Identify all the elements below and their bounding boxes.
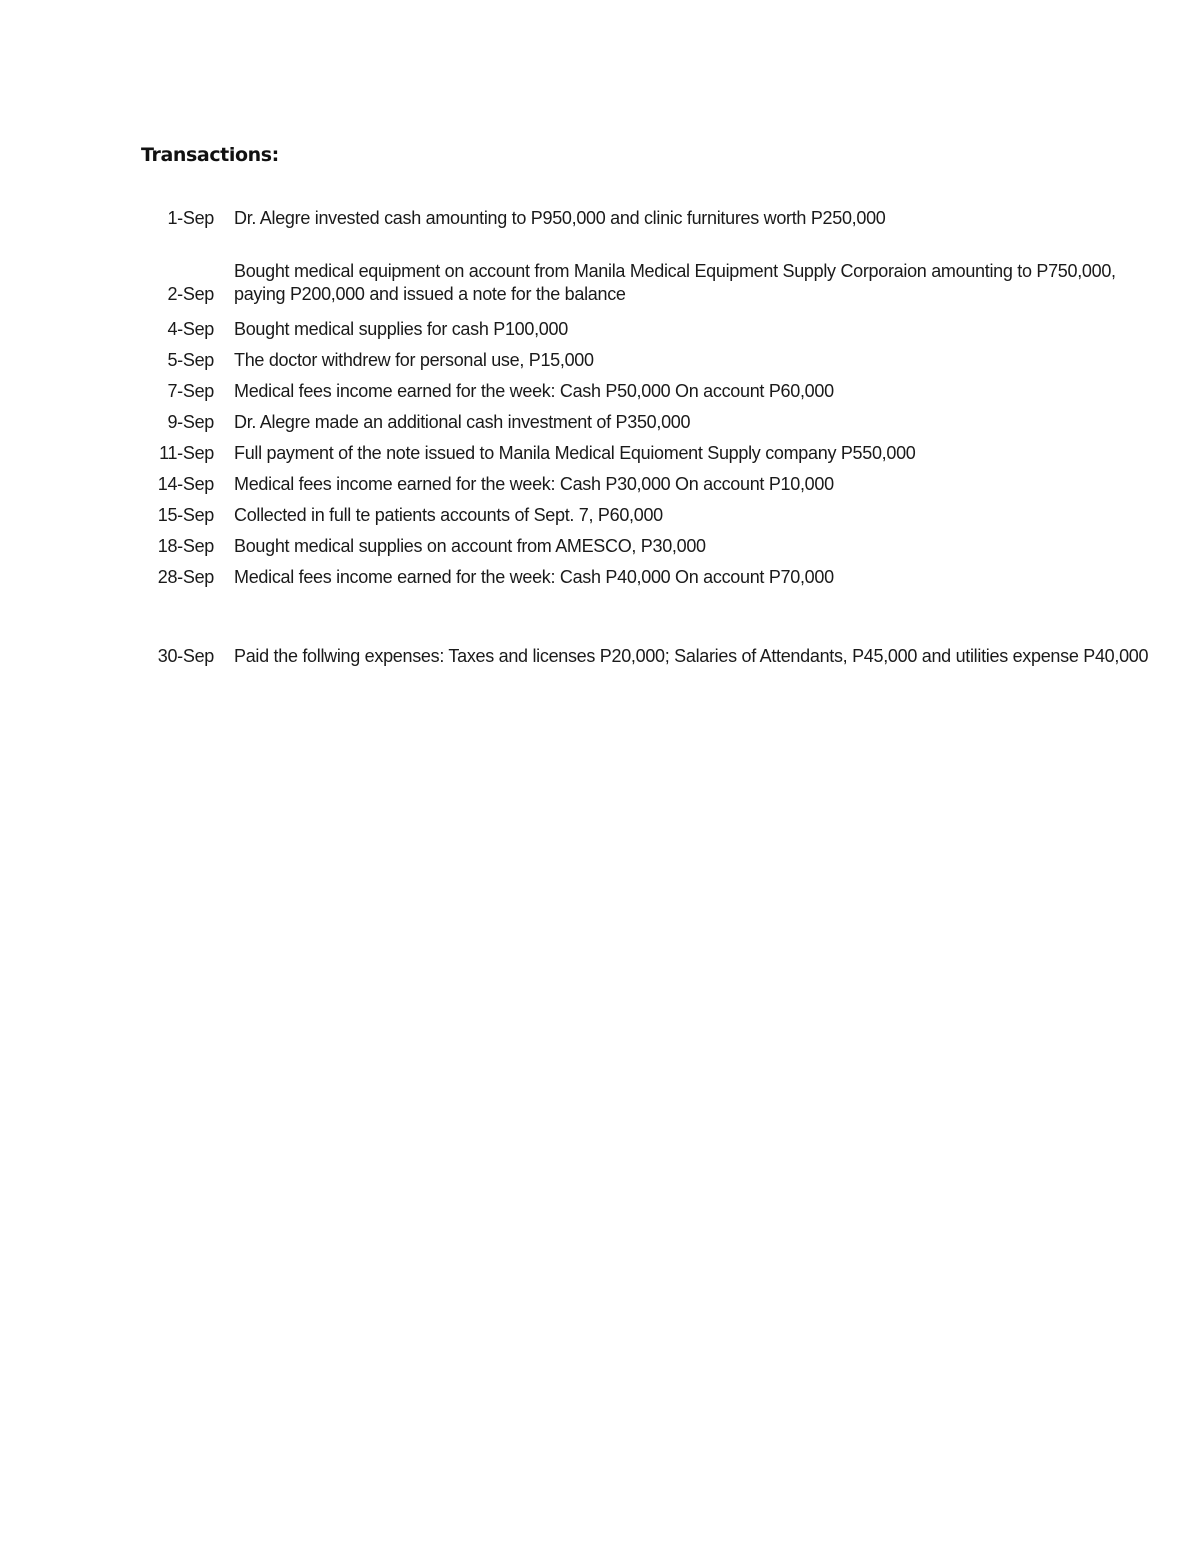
table-row [141, 346, 1151, 377]
transaction-date: 11-Sep [159, 443, 214, 463]
table-row [141, 563, 1151, 594]
transaction-date: 14-Sep [157, 474, 214, 494]
table-row [141, 203, 1151, 232]
transaction-date: 18-Sep [157, 536, 214, 556]
table-row [141, 594, 1151, 677]
transaction-description: Dr. Alegre invested cash amounting to P950,000 and clinic furnitures worth P250,000 [234, 208, 886, 228]
transaction-date: 30-Sep [157, 646, 214, 666]
table-row [141, 408, 1151, 439]
transaction-date: 28-Sep [157, 567, 214, 587]
transaction-description: Collected in full te patients accounts of Sept. 7, P60,000 [234, 505, 663, 525]
transaction-description: Dr. Alegre made an additional cash investment of P350,000 [234, 412, 691, 432]
table-row [141, 439, 1151, 470]
transaction-date: 15-Sep [157, 505, 214, 525]
transaction-date: 9-Sep [167, 412, 214, 432]
table-row [141, 470, 1151, 501]
transaction-description: Bought medical supplies on account from AMESCO, P30,000 [234, 536, 706, 556]
page-title: Transactions: [141, 144, 279, 166]
transaction-date: 7-Sep [167, 381, 214, 401]
transaction-description: The doctor withdrew for personal use, P15,000 [234, 350, 594, 370]
table-row [141, 232, 1151, 315]
transaction-description: Medical fees income earned for the week: Cash P40,000 On account P70,000 [234, 567, 834, 587]
transaction-date: 4-Sep [167, 319, 214, 339]
transaction-description: Bought medical supplies for cash P100,000 [234, 319, 568, 339]
transaction-date: 1-Sep [167, 208, 214, 228]
table-row [141, 501, 1151, 532]
transactions-table [141, 203, 1151, 677]
transaction-date: 2-Sep [167, 284, 214, 304]
table-row [141, 377, 1151, 408]
table-row [141, 532, 1151, 563]
transaction-description: Medical fees income earned for the week: Cash P50,000 On account P60,000 [234, 381, 834, 401]
transaction-date: 5-Sep [167, 350, 214, 370]
transaction-description: Full payment of the note issued to Manila Medical Equioment Supply company P550,000 [234, 443, 916, 463]
transaction-description: Bought medical equipment on account from Manila Medical Equipment Supply Corporaion amounting to P750,000, paying P200,000 and issued a note for the balance [234, 261, 1116, 304]
table-row [141, 315, 1151, 346]
transaction-description: Paid the follwing expenses: Taxes and licenses P20,000; Salaries of Attendants, P45,000 and utilities expense P40,000 [234, 646, 1149, 666]
transaction-description: Medical fees income earned for the week: Cash P30,000 On account P10,000 [234, 474, 834, 494]
